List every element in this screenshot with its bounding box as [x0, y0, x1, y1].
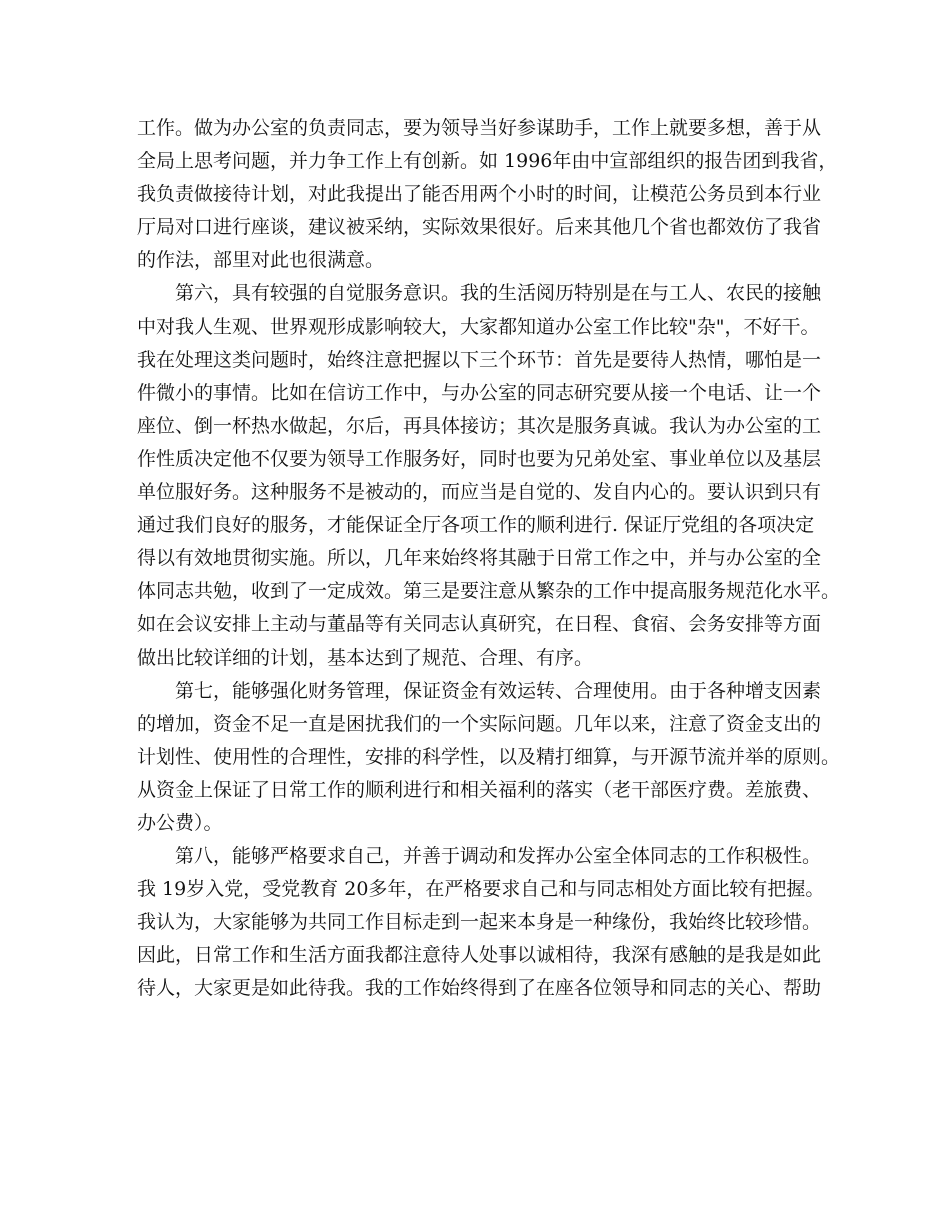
text-line: 因此，日常工作和生活方面我都注意待人处事以诚相待，我深有感触的是我是如此	[137, 944, 822, 967]
text-line: 通过我们良好的服务，才能保证全厅各项工作的顺利进行. 保证厅党组的各项决定	[137, 514, 815, 537]
text-line: 件微小的事情。比如在信访工作中，与办公室的同志研究要从接一个电话、让一个	[137, 381, 822, 404]
text-line: 做出比较详细的计划，基本达到了规范、合理、有序。	[137, 646, 594, 669]
text-line: 的作法，部里对此也很满意。	[137, 249, 385, 272]
text-line: 作性质决定他不仅要为领导工作服务好，同时也要为兄弟处室、事业单位以及基层	[137, 447, 822, 470]
text-line: 座位、倒一杯热水做起，尔后，再具体接访；其次是服务真诚。我认为办公室的工	[137, 414, 822, 437]
text-line: 我在处理这类问题时，始终注意把握以下三个环节：首先是要待人热情，哪怕是一	[137, 348, 822, 371]
text-line: 如在会议安排上主动与董晶等有关同志认真研究，在日程、食宿、会务安排等方面	[137, 613, 822, 636]
text-line: 我认为，大家能够为共同工作目标走到一起来本身是一种缘份，我始终比较珍惜。	[137, 911, 822, 934]
text-line: 单位服好务。这种服务不是被动的，而应当是自觉的、发自内心的。要认识到只有	[137, 481, 822, 504]
text-line: 全局上思考问题，并力争工作上有创新。如 1996年由中宣部组织的报告团到我省，	[137, 150, 838, 173]
text-line: 从资金上保证了日常工作的顺利进行和相关福利的落实（老干部医疗费。差旅费、	[137, 778, 822, 801]
text-line: 计划性、使用性的合理性，安排的科学性，以及精打细算，与开源节流并举的原则。	[137, 745, 841, 768]
paragraph-first-line: 第七，能够强化财务管理，保证资金有效运转、合理使用。由于各种增支因素	[175, 679, 822, 702]
paragraph-first-line: 第六，具有较强的自觉服务意识。我的生活阅历特别是在与工人、农民的接触	[175, 282, 822, 305]
text-line: 办公费）。	[137, 811, 223, 834]
document-body	[137, 112, 841, 1006]
text-line: 得以有效地贯彻实施。所以，几年来始终将其融于日常工作之中，并与办公室的全	[137, 547, 822, 570]
paragraph-first-line: 第八，能够严格要求自己，并善于调动和发挥办公室全体同志的工作积极性。	[175, 845, 822, 868]
text-line: 厅局对口进行座谈，建议被采纳，实际效果很好。后来其他几个省也都效仿了我省	[137, 216, 822, 239]
text-line: 中对我人生观、世界观形成影响较大，大家都知道办公室工作比较"杂"，不好干。	[137, 315, 820, 338]
text-line: 待人，大家更是如此待我。我的工作始终得到了在座各位领导和同志的关心、帮助	[137, 977, 822, 1000]
text-line: 体同志共勉，收到了一定成效。第三是要注意从繁杂的工作中提高服务规范化水平。	[137, 580, 841, 603]
text-line: 的增加，资金不足一直是困扰我们的一个实际问题。几年以来，注意了资金支出的	[137, 712, 822, 735]
text-line: 工作。做为办公室的负责同志，要为领导当好参谋助手，工作上就要多想，善于从	[137, 117, 822, 139]
text-line: 我负责做接待计划，对此我提出了能否用两个小时的时间，让模范公务员到本行业	[137, 183, 822, 206]
text-line: 我 19岁入党，受党教育 20多年，在严格要求自己和与同志相处方面比较有把握。	[137, 878, 825, 901]
